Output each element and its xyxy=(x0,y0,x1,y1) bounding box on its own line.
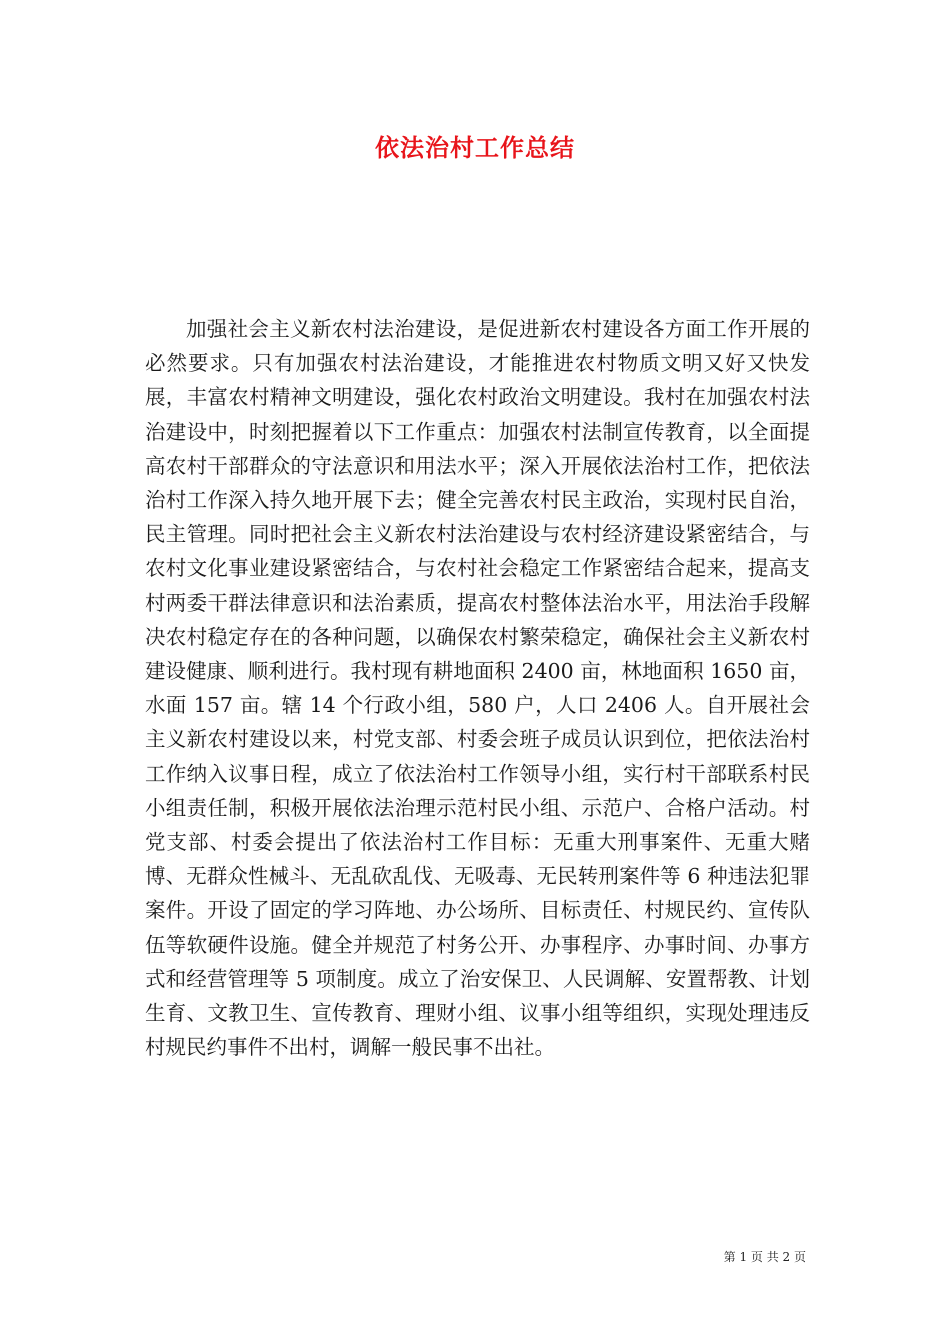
page-number: 第 1 页 共 2 页 xyxy=(723,1250,806,1264)
body-paragraph: 加强社会主义新农村法治建设，是促进新农村建设各方面工作开展的必然要求。只有加强农村法治建设，才能推进农村物质文明又好又快发展，丰富农村精神文明建设，强化农村政治文明建设。我村在加强农村法治建设中，时刻把握着以下工作重点：加强农村法制宣传教育，以全面提高农村干部群众的守法意识和用法水平；深入开展依法治村工作，把依法治村工作深入持久地开展下去；健全完善农村民主政治，实现村民自治，民主管理。同时把社会主义新农村法治建设与农村经济建设紧密结合，与农村文化事业建设紧密结合，与农村社会稳定工作紧密结合起来，提高支村两委干群法律意识和法治素质，提高农村整体法治水平，用法治手段解决农村稳定存在的各种问题，以确保农村繁荣稳定，确保社会主义新农村建设健康、顺利进行。我村现有耕地面积 2400 亩，林地面积 1650 亩，水面 157 亩。辖 14 个行政小组，580 户，人口 2406 人。自开展社会主义新农村建设以来，村党支部、村委会班子成员认识到位，把依法治村工作纳入议事日程，成立了依法治村工作领导小组，实行村干部联系村民小组责任制，积极开展依法治理示范村民小组、示范户、合格户活动。村党支部、村委会提出了依法治村工作目标：无重大刑事案件、无重大赌博、无群众性械斗、无乱砍乱伐、无吸毒、无民转刑案件等 6 种违法犯罪案件。开设了固定的学习阵地、办公场所、目标责任、村规民约、宣传队伍等软硬件设施。健全并规范了村务公开、办事程序、办事时间、办事方式和经营管理等 5 项制度。成立了治安保卫、人民调解、安置帮教、计划生育、文教卫生、宣传教育、理财小组、议事小组等组织，实现处理违反村规民约事件不出村，调解一般民事不出社。 xyxy=(145,317,810,1060)
document-title: 依法治村工作总结 xyxy=(375,134,575,162)
